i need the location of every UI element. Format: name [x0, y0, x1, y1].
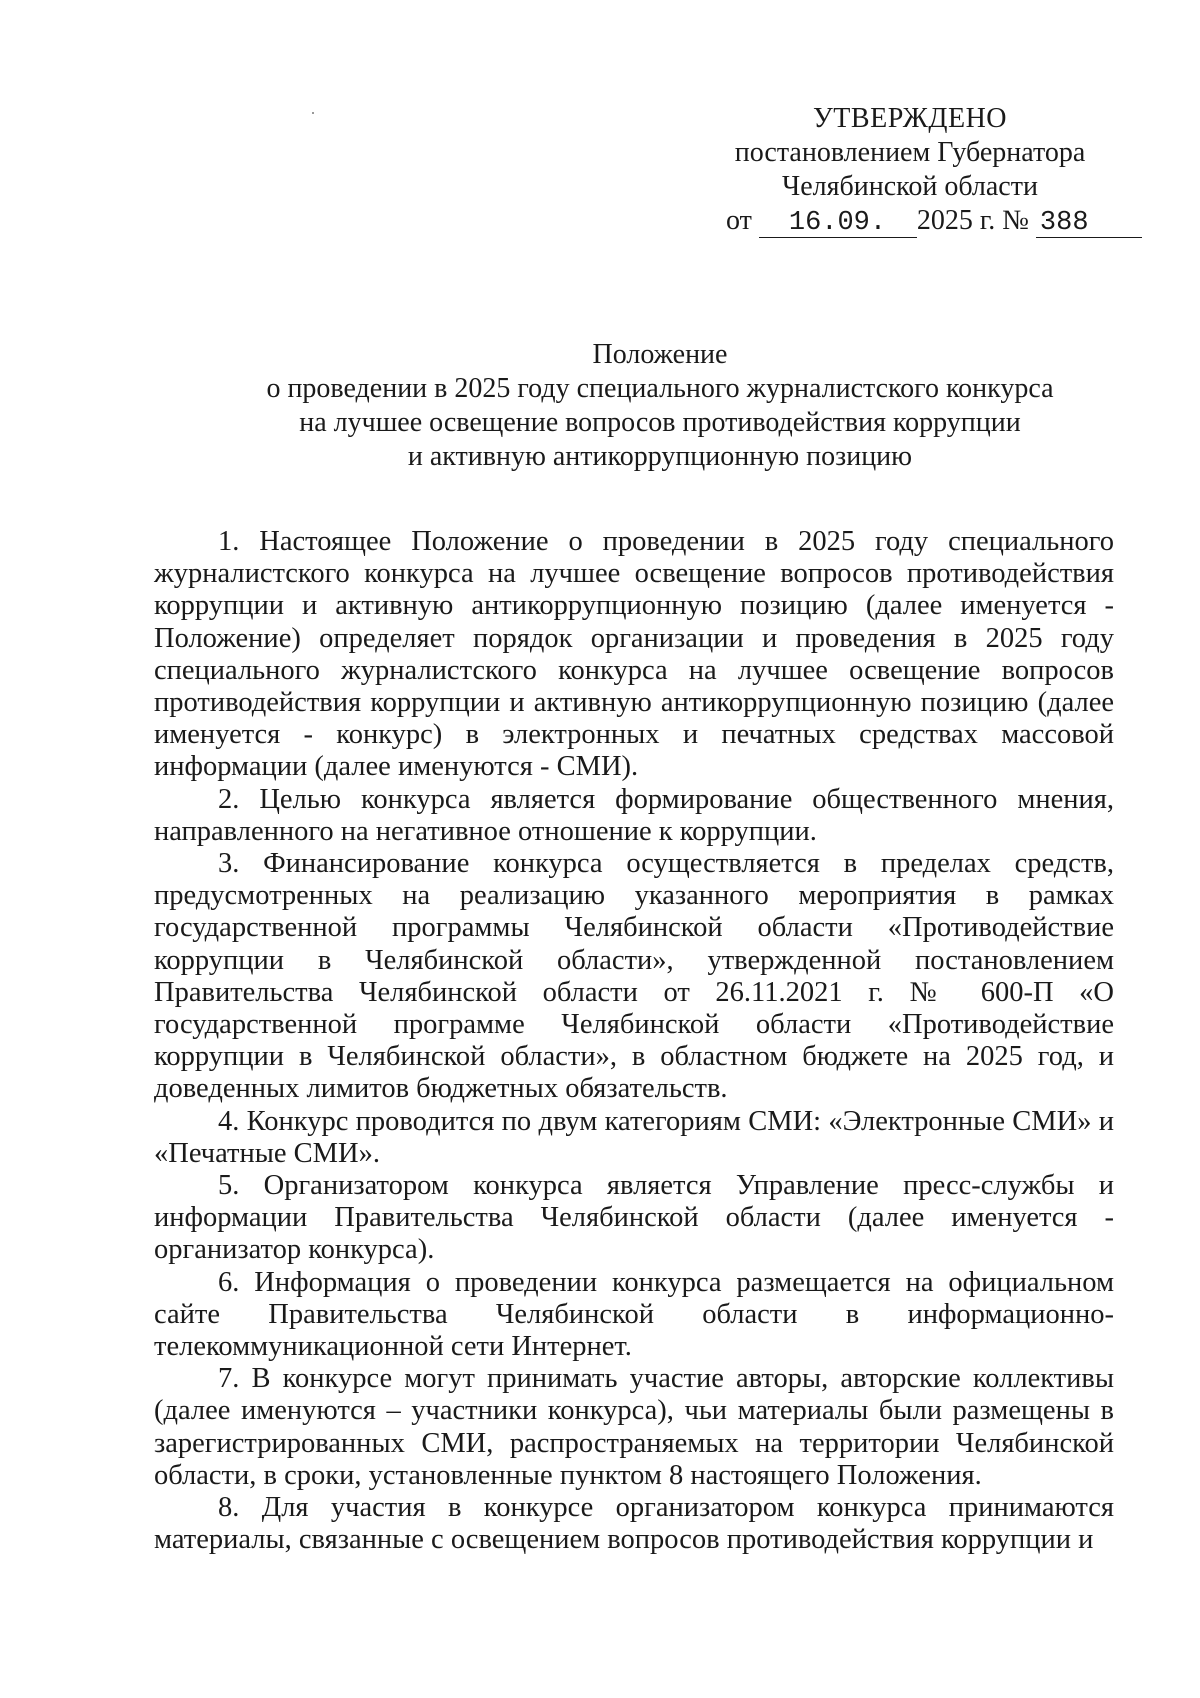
- approval-date-line: [690, 204, 1130, 238]
- paragraph-2: 2. Целью конкурса является формирование общественного мнения, направленного на негативное отношение к коррупции.: [154, 783, 1114, 847]
- paragraph-5: 5. Организатором конкурса является Управление пресс-службы и информации Правительства Челябинской области (далее именуется - организатор конкурса).: [154, 1170, 1114, 1266]
- approved-heading: УТВЕРЖДЕНО: [812, 103, 1008, 134]
- date-prefix: от: [726, 205, 752, 236]
- title-line-2: на лучшее освещение вопросов противодействия коррупции: [299, 407, 1021, 438]
- document-body: [154, 526, 1114, 1557]
- decree-number-field: [1036, 207, 1142, 238]
- decree-year-suffix: 2025 г. №: [916, 205, 1029, 236]
- document-heading: Положение: [592, 339, 728, 370]
- approval-stamp-block: [690, 102, 1130, 238]
- paragraph-1: 1. Настоящее Положение о проведении в 2025 году специального журналистского конкурса на лучшее освещение вопросов противодействия коррупции и активную антикоррупционную позицию (далее именуется - Положение) определяет порядок организации и проведения в 2025 году специального журналистского конкурса на лучшее освещение вопросов противодействия коррупции и активную антикоррупционную позицию (далее именуется - конкурс) в электронных и печатных средствах массовой информации (далее именуются - СМИ).: [154, 526, 1114, 783]
- decree-number: 388: [1039, 208, 1089, 238]
- approval-line-1: постановлением Губернатора: [734, 137, 1086, 168]
- title-line-3: и активную антикоррупционную позицию: [407, 441, 913, 472]
- scan-speck: [312, 112, 314, 114]
- paragraph-7: 7. В конкурсе могут принимать участие авторы, авторские коллективы (далее именуются – участники конкурса), чьи материалы были размещены в зарегистрированных СМИ, распространяемых на территории Челябинской области, в сроки, установленные пунктом 8 настоящего Положения.: [154, 1363, 1114, 1491]
- decree-date-field: [759, 207, 917, 238]
- paragraph-6: 6. Информация о проведении конкурса размещается на официальном сайте Правительства Челябинской области в информационно-телекоммуникационной сети Интернет.: [154, 1266, 1114, 1363]
- decree-date: 16.09.: [788, 208, 887, 238]
- paragraph-3: 3. Финансирование конкурса осуществляется в пределах средств, предусмотренных на реализацию указанного мероприятия в рамках государственной программы Челябинской области «Противодействие коррупции в Челябинской области», утвержденной постановлением Правительства Челябинской области от 26.11.2021 г. № 600-П «О государственной программе Челябинской области «Противодействие коррупции в Челябинской области», в областном бюджете на 2025 год, и доведенных лимитов бюджетных обязательств.: [154, 848, 1114, 1105]
- paragraph-8: 8. Для участия в конкурсе организатором конкурса принимаются материалы, связанные с освещением вопросов противодействия коррупции и: [154, 1492, 1114, 1556]
- document-title-block: [150, 338, 1170, 474]
- approval-line-2: Челябинской области: [782, 171, 1038, 202]
- title-line-1: о проведении в 2025 году специального журналистского конкурса: [266, 373, 1054, 404]
- paragraph-4: 4. Конкурс проводится по двум категориям СМИ: «Электронные СМИ» и «Печатные СМИ».: [154, 1105, 1114, 1169]
